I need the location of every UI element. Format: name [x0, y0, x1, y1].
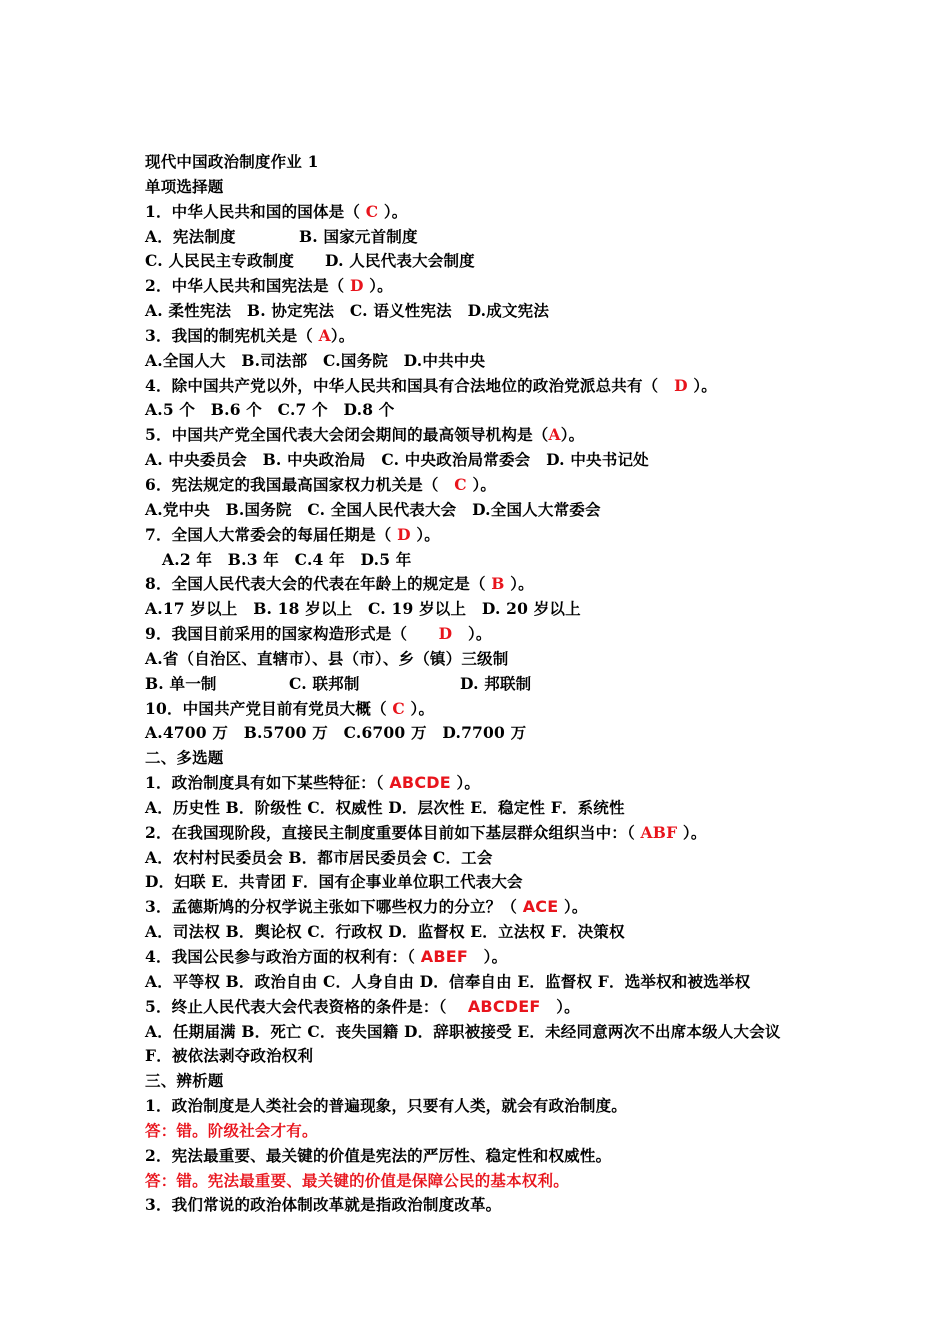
- question: [145, 324, 845, 349]
- question-text: 2．中华人民共和国宪法是（: [145, 276, 350, 296]
- answer: ACE: [522, 897, 559, 917]
- answer: A: [318, 325, 331, 345]
- option: D. 人民代表大会制度: [325, 251, 475, 271]
- question-text: 6．宪法规定的我国最高国家权力机关是（: [145, 474, 455, 494]
- answer: D: [397, 524, 411, 544]
- section-heading: 单项选择题: [145, 176, 224, 196]
- question: [145, 895, 845, 920]
- question-text: 9．我国目前采用的国家构造形式是（: [145, 624, 439, 644]
- question-suffix: ）。: [687, 375, 717, 395]
- options-line: A.5 个 B.6 个 C.7 个 D.8 个: [145, 400, 395, 420]
- options-line: A.2 年 B.3 年 C.4 年 D.5 年: [162, 549, 412, 569]
- answer: ABCDE: [389, 773, 451, 793]
- answer-line: 答：错。阶级社会才有。: [145, 1120, 318, 1140]
- question-text: 3．我国的制宪机关是（: [145, 325, 319, 345]
- options-line: A.全国人大 B.司法部 C.国务院 D.中共中央: [145, 350, 486, 370]
- options-line: A.党中央 B.国务院 C. 全国人民代表大会 D.全国人大常委会: [145, 499, 601, 519]
- question: [145, 572, 845, 597]
- question-text: 5．中国共产党全国代表大会闭会期间的最高领导机构是（: [145, 425, 549, 445]
- answer-line: 答：错。宪法最重要、最关键的价值是保障公民的基本权利。: [145, 1170, 569, 1190]
- question-text: 4．我国公民参与政治方面的权利有：（: [145, 947, 421, 966]
- answer: D: [438, 624, 453, 644]
- question-text: 2．在我国现阶段，直接民主制度重要体目前如下基层群众组织当中：（: [145, 822, 641, 842]
- options-line: A.17 岁以上 B. 18 岁以上 C. 19 岁以上 D. 20 岁以上: [145, 599, 581, 619]
- answer: ABEF: [420, 947, 468, 966]
- question-suffix: ）。: [466, 474, 497, 494]
- options-line: [145, 249, 845, 274]
- question: [145, 274, 845, 299]
- answer: B: [491, 574, 505, 594]
- question-suffix: ）。: [363, 276, 393, 296]
- options-line: A. 中央委员会 B. 中央政治局 C. 中央政治局常委会 D. 中央书记处: [145, 450, 649, 470]
- statement: 2．宪法最重要、最关键的价值是宪法的严厉性、稳定性和权威性。: [145, 1145, 612, 1165]
- question: [145, 200, 845, 225]
- question: [145, 523, 845, 548]
- statement: 1．政治制度是人类社会的普遍现象，只要有人类，就会有政治制度。: [145, 1096, 627, 1116]
- answer: ABF: [640, 822, 678, 842]
- option: D. 邦联制: [460, 673, 532, 693]
- section-heading: 三、辨析题: [145, 1071, 224, 1091]
- question: [145, 374, 845, 399]
- answer: ABCDEF: [467, 996, 541, 1016]
- question-text: 1．中华人民共和国的国体是（: [145, 201, 366, 221]
- document-content: [145, 150, 845, 1218]
- question-text: 3．孟德斯鸠的分权学说主张如下哪些权力的分立？（: [145, 897, 523, 917]
- answer: C: [454, 474, 467, 494]
- section-heading: 二、多选题: [145, 748, 224, 768]
- question: [145, 473, 845, 498]
- question-suffix: ）。: [450, 773, 481, 793]
- options-line: D．妇联 E．共青团 F．国有企事业单位职工代表大会: [145, 872, 523, 892]
- question: [145, 995, 845, 1020]
- answer: D: [349, 276, 364, 296]
- statement: 3．我们常说的政治体制改革就是指政治制度改革。: [145, 1195, 502, 1215]
- question-suffix: ）。: [452, 624, 492, 644]
- answer: C: [392, 698, 405, 718]
- options-line: A. 柔性宪法 B. 协定宪法 C. 语义性宪法 D.成文宪法: [145, 301, 550, 321]
- question-suffix: ）。: [410, 524, 440, 544]
- option: B. 单一制: [145, 673, 217, 693]
- question-text: 8．全国人民代表大会的代表在年龄上的规定是（: [145, 574, 492, 594]
- options-line: A．任期届满 B．死亡 C．丧失国籍 D．辞职被接受 E．未经同意两次不出席本级人大会议: [145, 1021, 781, 1041]
- question: [145, 821, 845, 846]
- question-suffix: ）。: [504, 574, 534, 594]
- question-suffix: ）。: [467, 947, 508, 966]
- question-text: 10．中国共产党目前有党员大概（: [145, 698, 393, 718]
- question-text: 1．政治制度具有如下某些特征：（: [145, 773, 390, 793]
- question: [145, 423, 845, 448]
- question: [145, 697, 845, 722]
- option: A．宪法制度: [145, 226, 236, 246]
- question-text: 5．终止人民代表大会代表资格的条件是：（: [145, 996, 468, 1016]
- option: C. 人民民主专政制度: [145, 251, 295, 271]
- question-suffix: ）。: [677, 822, 707, 842]
- question-suffix: ）。: [560, 425, 585, 445]
- question-text: 7．全国人大常委会的每届任期是（: [145, 524, 398, 544]
- option: B. 国家元首制度: [299, 226, 418, 246]
- question-suffix: ）。: [378, 201, 408, 221]
- question-suffix: ）。: [540, 996, 580, 1016]
- question: [145, 771, 845, 796]
- options-line: A．农村村民委员会 B．都市居民委员会 C．工会: [145, 847, 493, 867]
- answer: A: [548, 425, 561, 445]
- question-suffix: ）。: [558, 897, 588, 917]
- options-line: A．司法权 B．舆论权 C．行政权 D．监督权 E．立法权 F．决策权: [145, 922, 625, 942]
- question-suffix: ）。: [330, 325, 355, 345]
- question-text: 4．除中国共产党以外，中华人民共和国具有合法地位的政治党派总共有（: [145, 375, 675, 395]
- options-line: F．被依法剥夺政治权利: [145, 1046, 314, 1066]
- options-line: A．平等权 B．政治自由 C．人身自由 D．信奉自由 E．监督权 F．选举权和被选举权: [145, 971, 751, 991]
- answer: C: [365, 201, 379, 221]
- options-line: A.4700 万 B.5700 万 C.6700 万 D.7700 万: [145, 723, 527, 743]
- question: [145, 622, 845, 647]
- question-suffix: ）。: [404, 698, 435, 718]
- option: C. 联邦制: [289, 673, 360, 693]
- answer: D: [674, 375, 688, 395]
- document-title: 现代中国政治制度作业 1: [145, 152, 319, 171]
- options-line: [145, 672, 845, 697]
- options-line: A.省（自治区、直辖市）、县（市）、乡（镇）三级制: [145, 648, 509, 668]
- options-line: [145, 225, 845, 250]
- options-line: A．历史性 B．阶级性 C．权威性 D．层次性 E．稳定性 F．系统性: [145, 797, 625, 817]
- question: [145, 945, 845, 970]
